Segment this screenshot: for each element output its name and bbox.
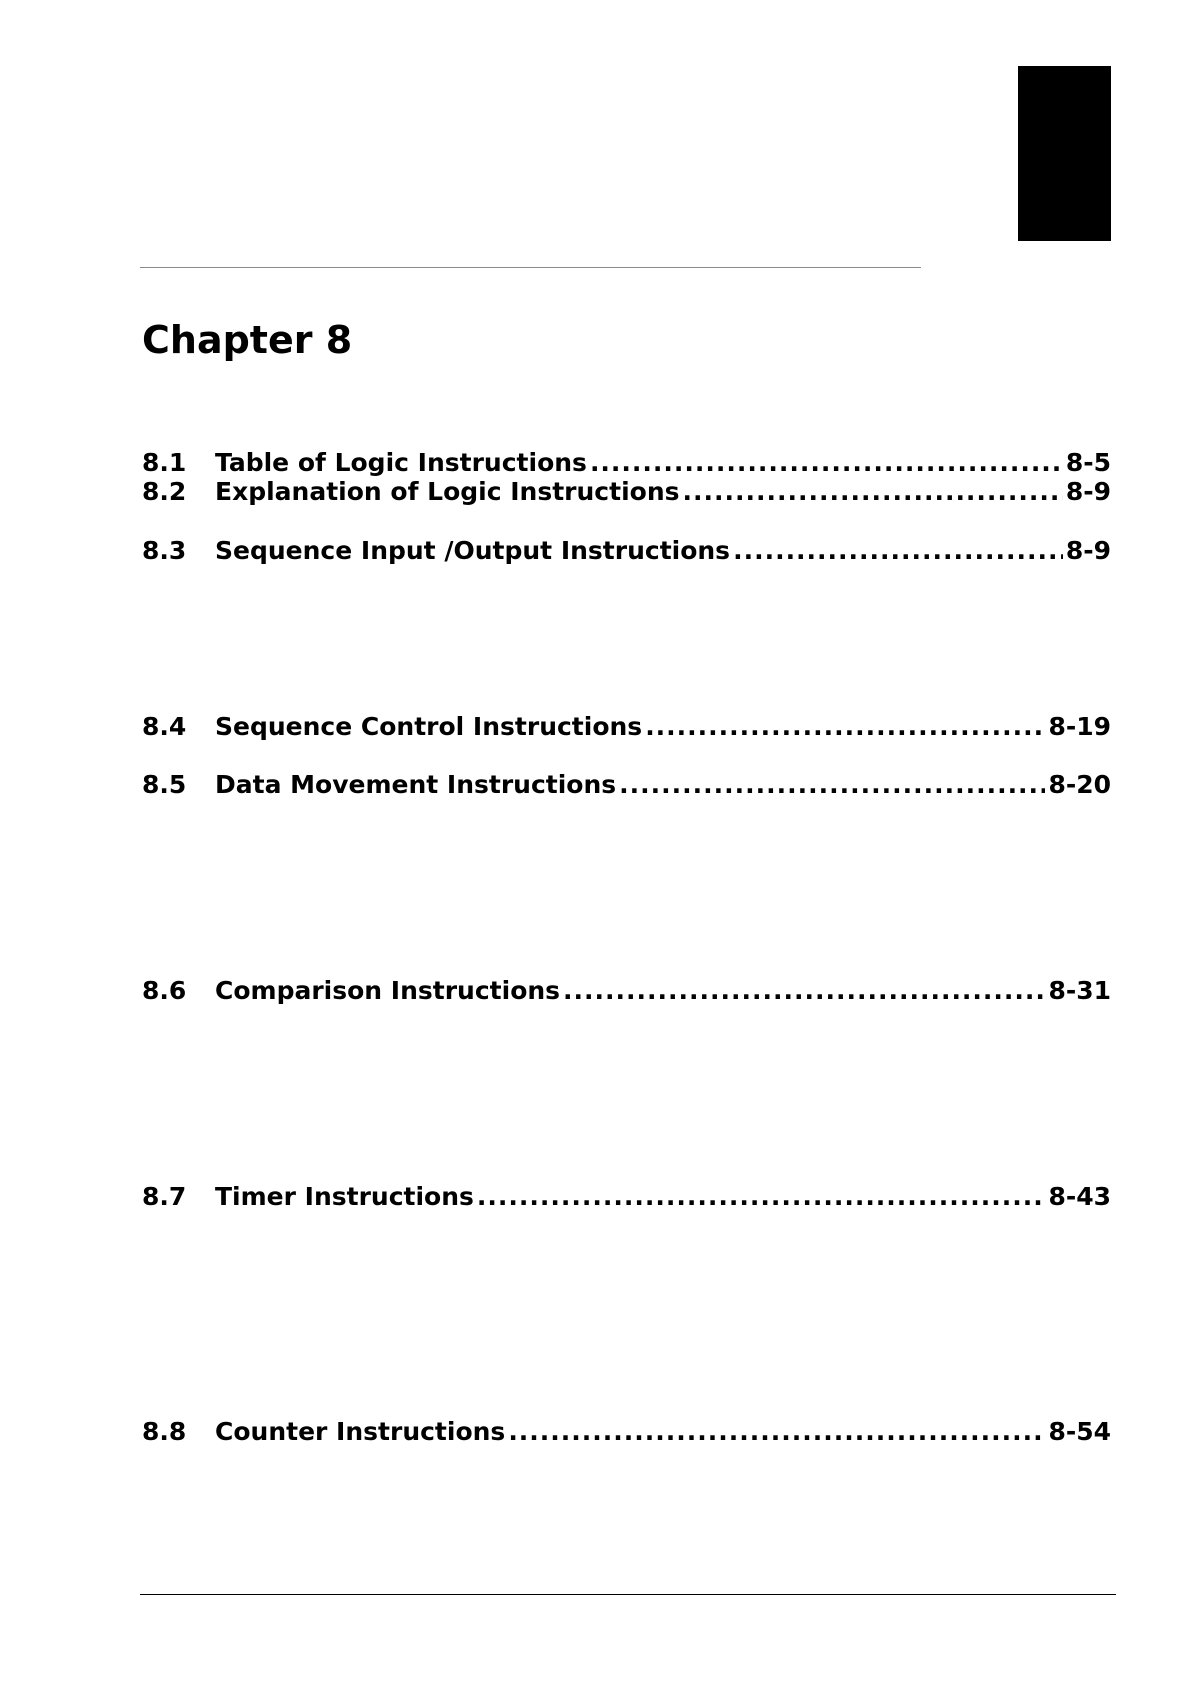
toc-entry-title: Table of Logic Instructions (215, 448, 587, 477)
toc-dot-leader (733, 534, 1063, 568)
toc-entry-number: 8.6 (142, 976, 187, 1005)
toc-entry-title: Sequence Input /Output Instructions (215, 536, 731, 565)
toc-entry-8-7[interactable] (142, 1180, 1111, 1214)
toc-dot-leader (683, 475, 1063, 509)
toc-entry-number: 8.1 (142, 448, 187, 477)
toc-entry-title: Explanation of Logic Instructions (215, 477, 680, 506)
toc-entry-page: 8-20 (1048, 770, 1111, 799)
toc-entry-page: 8-54 (1048, 1417, 1111, 1446)
header-divider (140, 267, 921, 268)
toc-entry-8-6[interactable] (142, 974, 1111, 1008)
toc-dot-leader (563, 974, 1045, 1008)
toc-entry-page: 8-9 (1065, 477, 1111, 506)
toc-entry-title: Timer Instructions (215, 1182, 474, 1211)
toc-entry-title: Counter Instructions (215, 1417, 506, 1446)
toc-dot-leader (477, 1180, 1046, 1214)
toc-entry-page: 8-9 (1065, 536, 1111, 565)
toc-entry-title: Data Movement Instructions (215, 770, 617, 799)
toc-entry-page: 8-31 (1048, 976, 1111, 1005)
toc-entry-8-2[interactable] (142, 475, 1111, 509)
toc-entry-page: 8-43 (1048, 1182, 1111, 1211)
toc-entry-8-8[interactable] (142, 1415, 1111, 1449)
footer-divider (140, 1594, 1116, 1595)
toc-entry-title: Comparison Instructions (215, 976, 561, 1005)
chapter-title: Chapter 8 (142, 318, 353, 362)
toc-entry-title: Sequence Control Instructions (215, 712, 643, 741)
toc-entry-number: 8.7 (142, 1182, 187, 1211)
toc-entry-number: 8.8 (142, 1417, 187, 1446)
toc-entry-number: 8.4 (142, 712, 187, 741)
toc-entry-8-4[interactable] (142, 710, 1111, 744)
toc-entry-number: 8.5 (142, 770, 187, 799)
toc-entry-8-3[interactable] (142, 534, 1111, 568)
chapter-tab-marker (1018, 66, 1111, 241)
toc-dot-leader (619, 768, 1045, 802)
toc-entry-page: 8-5 (1065, 448, 1111, 477)
toc-dot-leader (645, 710, 1045, 744)
toc-entry-8-5[interactable] (142, 768, 1111, 802)
toc-entry-number: 8.3 (142, 536, 187, 565)
toc-dot-leader (508, 1415, 1045, 1449)
toc-entry-page: 8-19 (1048, 712, 1111, 741)
toc-entry-number: 8.2 (142, 477, 187, 506)
